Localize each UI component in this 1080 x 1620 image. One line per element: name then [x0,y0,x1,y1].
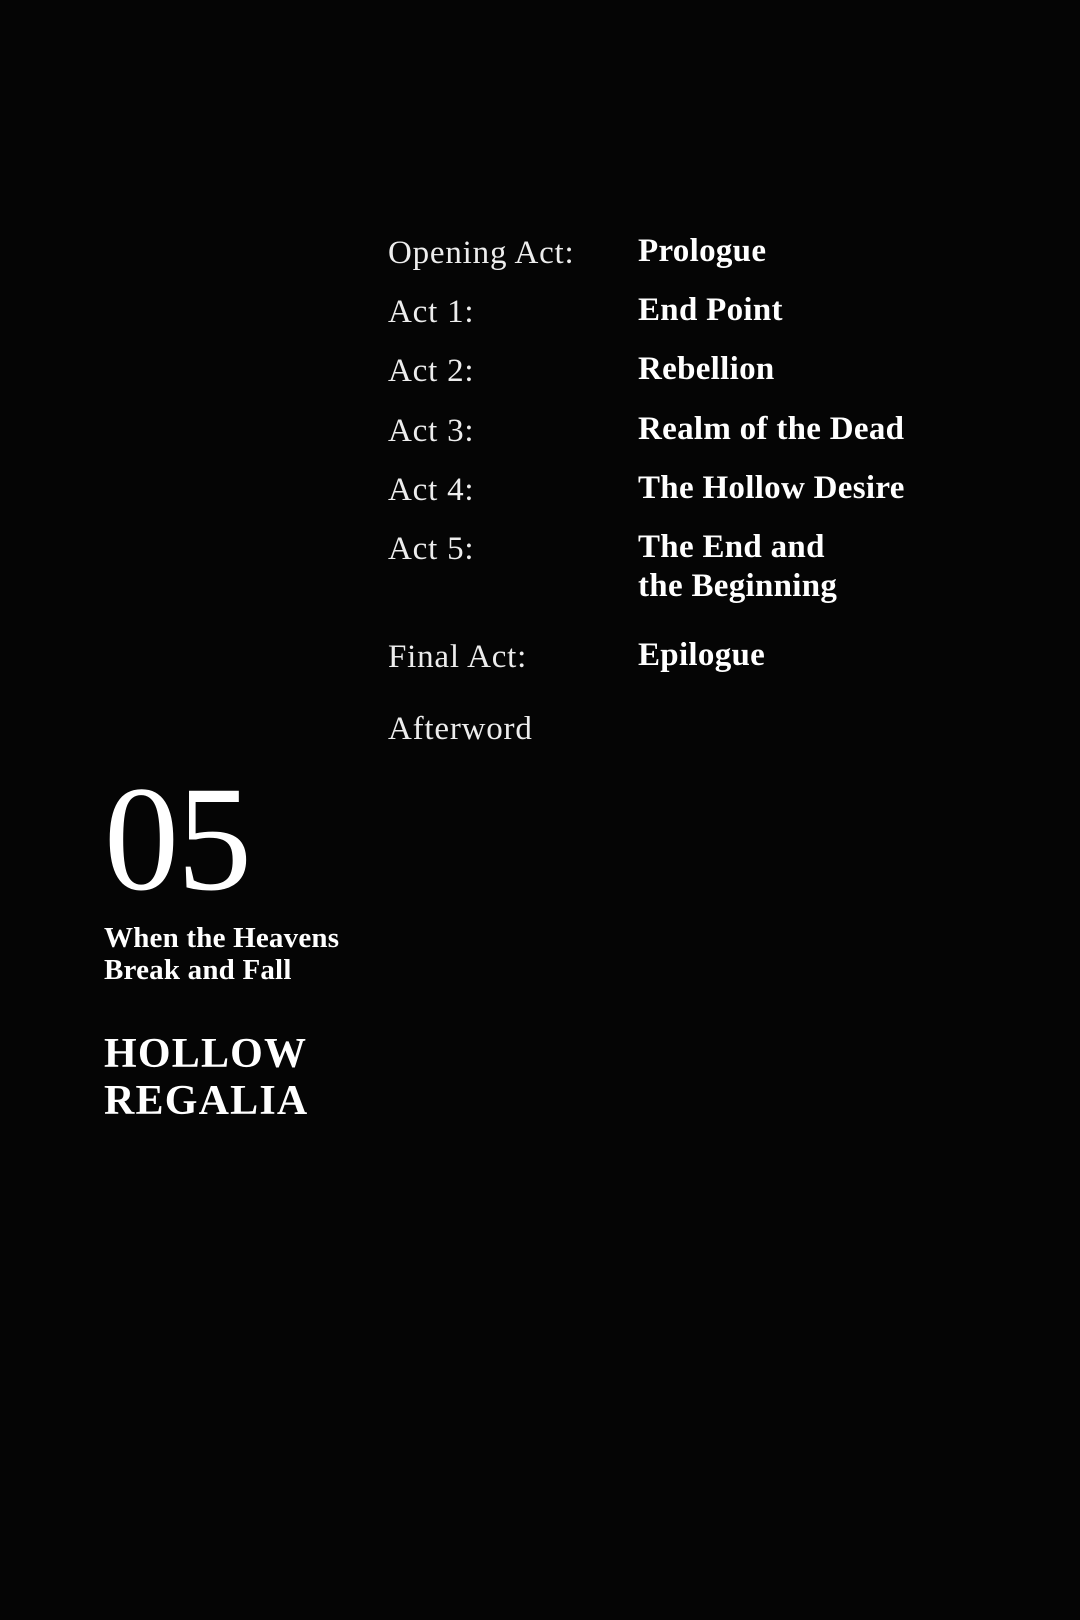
toc-entry-title: End Point [638,292,783,329]
series-title-line1: HOLLOW [104,1030,308,1077]
toc-entry-label: Afterword [388,711,533,748]
toc-entry-label: Final Act: [388,639,528,676]
toc-entry-act-4 [388,469,1008,511]
toc-entry-label: Act 3: [388,412,475,449]
toc-entry-act-5 [388,528,1008,606]
toc-entry-label: Act 2: [388,353,475,390]
toc-entry-title: Epilogue [638,637,766,674]
toc-entry-label: Act 5: [388,531,475,568]
toc-entry-title-line1: The End and [638,529,825,566]
toc-entry-title-line2: the Beginning [638,568,838,605]
toc-entry-label: Act 4: [388,471,475,508]
toc-entry-title: Rebellion [638,351,775,388]
volume-subtitle-line2: Break and Fall [104,954,292,987]
toc-entry-afterword [388,708,1008,750]
toc-entry-label: Opening Act: [388,235,575,271]
toc-entry-title: Prologue [638,233,767,269]
toc-entry-title [638,528,1008,606]
toc-entry-act-1 [388,291,1008,333]
volume-number: 05 [104,756,250,922]
toc-entry-title: Realm of the Dead [638,410,905,447]
volume-subtitle [104,922,624,987]
toc-entry-final-act [388,636,1008,678]
series-title [104,1031,624,1125]
series-title-line2: REGALIA [104,1077,309,1124]
volume-block [104,756,624,1125]
toc-entry-opening-act [388,232,1008,274]
table-of-contents [388,232,1008,768]
volume-subtitle-line1: When the Heavens [104,922,340,954]
toc-entry-act-2 [388,350,1008,392]
toc-entry-act-3 [388,410,1008,452]
toc-entry-title: The Hollow Desire [638,469,905,506]
toc-entry-label: Act 1: [388,294,475,331]
